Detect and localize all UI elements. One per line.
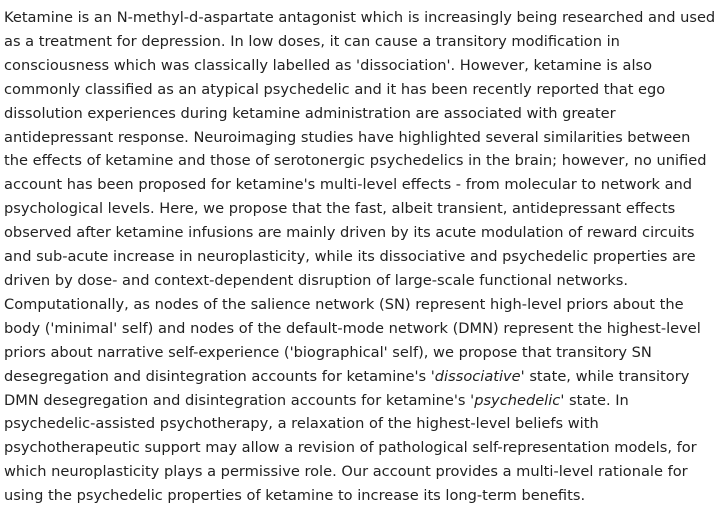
abstract-text-segment-3: ' state. In psychedelic-assisted psychotherapy, a relaxation of the highest-level beliefs with psychotherapeutic support may allow a revision of pathological self-representation models, for which neuroplasticity plays a permissive role. Our account provides a multi-level rationale for using the psychedelic properties of ketamine to increase its long-term benefits. — [4, 391, 697, 505]
abstract-text-segment-2: ' state, while transitory DMN desegregation and disintegration accounts for ketamine's ' — [4, 367, 690, 409]
abstract-paragraph — [4, 6, 718, 508]
abstract-text-segment-1: Ketamine is an N-methyl-d-aspartate antagonist which is increasingly being researched and used as a treatment for depression. In low doses, it can cause a transitory modification in consciousness which was classically labelled as 'dissociation'. However, ketamine is also commonly classified as an atypical psychedelic and it has been recently reported that ego dissolution experiences during ketamine administration are associated with greater antidepressant response. Neuroimaging studies have highlighted several similarities between the effects of ketamine and those of serotonergic psychedelics in the brain; however, no unified account has been proposed for ketamine's multi-level effects - from molecular to network and psychological levels. Here, we propose that the fast, albeit transient, antidepressant effects observed after ketamine infusions are mainly driven by its acute modulation of reward circuits and sub-acute increase in neuroplasticity, while its dissociative and psychedelic properties are driven by dose- and context-dependent disruption of large-scale functional networks. Computationally, as nodes of the salience network (SN) represent high-level priors about the body ('minimal' self) and nodes of the default-mode network (DMN) represent the highest-level priors about narrative self-experience ('biographical' self), we propose that transitory SN desegregation and disintegration accounts for ketamine's ' — [4, 9, 716, 385]
abstract-emphasis-psychedelic: psychedelic — [474, 391, 561, 409]
abstract-emphasis-dissociative: dissociative — [434, 367, 521, 385]
